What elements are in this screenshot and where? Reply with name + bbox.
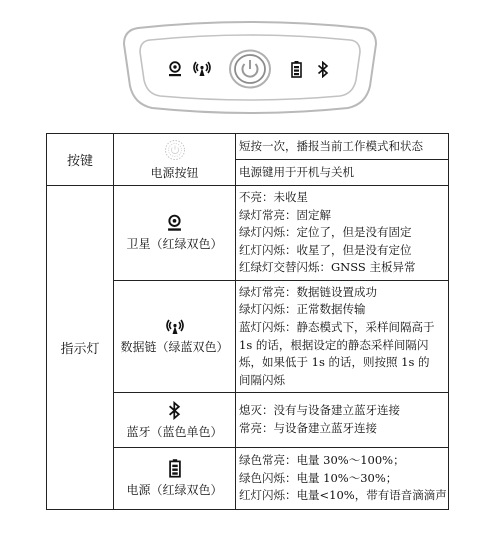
power-button-desc-1: 短按一次，播报当前工作模式和状态: [236, 134, 449, 160]
battery-indicator-label: 电源（红绿双色）: [126, 483, 223, 497]
battery-indicator-cell: [114, 448, 236, 510]
device-panel: [120, 14, 380, 118]
power-button-label: 电源按钮: [150, 165, 199, 180]
datalink-icon: [193, 61, 211, 77]
datalink-icon: [166, 319, 184, 335]
indicator-category-cell: [47, 186, 114, 510]
satellite-indicator-cell: [114, 186, 236, 281]
datalink-indicator-desc: 绿灯常亮：数据链设置成功 绿灯闪烁：正常数据传输 蓝灯闪烁：静态模式下，采样间隔高于 1s 的话，根据设定的静态采样间隔闪 烁，如果低于 1s 的话，则按照 1s 的 间隔闪烁: [236, 281, 449, 393]
satellite-icon: [167, 214, 182, 232]
satellite-indicator-desc: 不亮：未收星 绿灯常亮：固定解 绿灯闪烁：定位了，但是没有固定 红灯闪烁：收星了，但是没有定位 红绿灯交替闪烁：GNSS 主板异常: [236, 186, 449, 281]
bluetooth-icon: [168, 401, 181, 420]
power-button-icon: [164, 139, 186, 161]
power-button-desc-2: 电源键用于开机与关机: [236, 160, 449, 186]
bluetooth-icon: [317, 61, 329, 78]
bluetooth-indicator-label: 蓝牙（蓝色单色）: [126, 424, 223, 439]
key-category-cell: [47, 134, 114, 186]
satellite-icon: [168, 61, 182, 77]
battery-indicator-desc: 绿色常亮：电量 30%～100%； 绿色闪烁：电量 10%～30%； 红灯闪烁：电量<10%，带有语音滴滴声: [236, 448, 449, 510]
key-category-label: 按键: [66, 154, 93, 169]
bluetooth-indicator-desc: 熄灭：没有与设备建立蓝牙连接 常亮：与设备建立蓝牙连接: [236, 393, 449, 448]
datalink-indicator-cell: [114, 281, 236, 393]
bluetooth-indicator-cell: [114, 393, 236, 448]
indicator-category-label: 指示灯: [60, 342, 100, 357]
power-button-icon[interactable]: [228, 49, 272, 89]
indicator-spec-table: [46, 133, 449, 510]
battery-icon: [169, 459, 181, 478]
satellite-indicator-label: 卫星（红绿双色）: [126, 237, 223, 251]
datalink-indicator-label: 数据链（绿蓝双色）: [120, 339, 229, 354]
battery-icon: [291, 61, 302, 78]
power-button-cell: [114, 134, 236, 186]
